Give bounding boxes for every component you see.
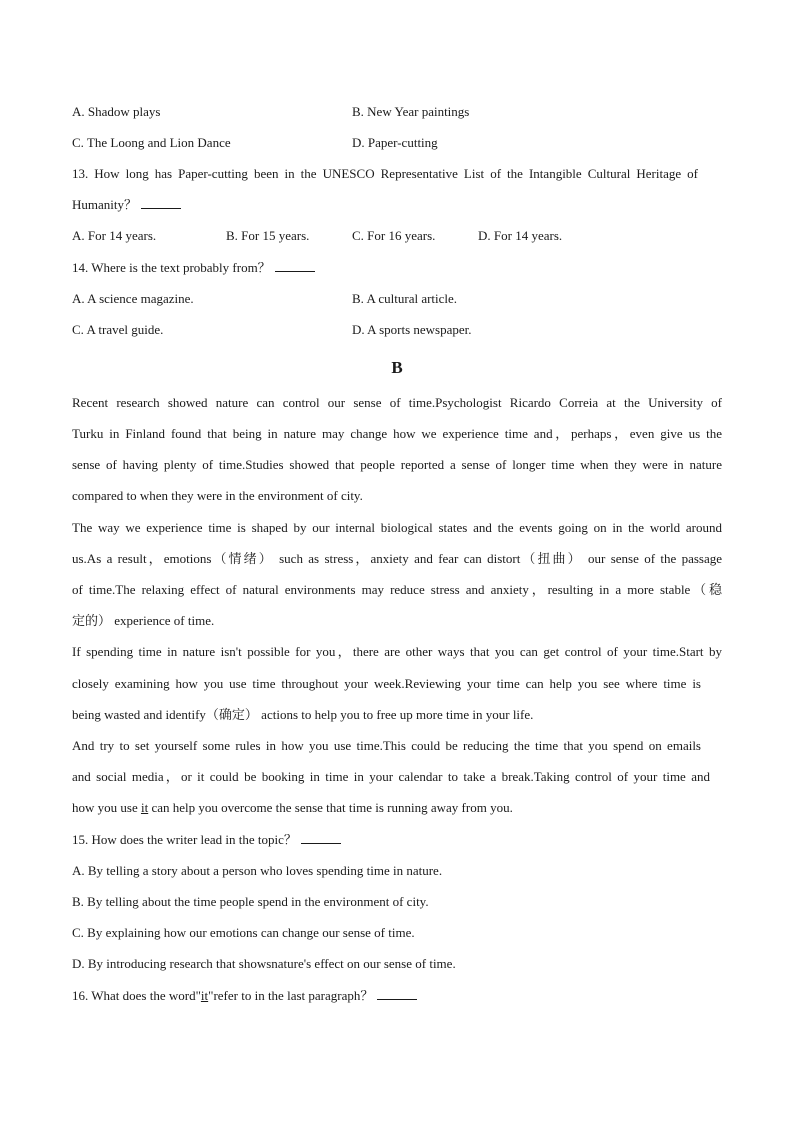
passage-p4-line3 <box>72 800 722 816</box>
q15-option-b: B. By telling about the time people spend in the environment of city. <box>72 894 429 909</box>
underlined-word-it: it <box>200 988 209 1003</box>
q13-stem-line1: 13. How long has Paper-cutting been in the UNESCO Representative List of the Intangible Cultural Heritage of <box>72 166 698 181</box>
q13-stem-line2 <box>72 197 722 213</box>
section-heading: B <box>391 358 403 377</box>
answer-blank <box>301 832 341 844</box>
q14-option-a: A. A science magazine. <box>72 291 194 306</box>
q14-option-b: B. A cultural article. <box>352 291 458 306</box>
passage-p3-line2: closely examining how you use time throughout your week.Reviewing your time can help you see where time is <box>72 676 701 691</box>
passage-p1-line4: compared to when they were in the environment of city. <box>72 488 363 503</box>
passage-p3-line1: If spending time in nature isn't possible for you，there are other ways that you can get control of your time.Start by <box>72 644 722 659</box>
q13-option-c: C. For 16 years. <box>352 228 436 243</box>
q15-stem <box>72 832 722 848</box>
q12-option-d: D. Paper-cutting <box>352 135 438 150</box>
passage-p1-line1: Recent research showed nature can control our sense of time.Psychologist Ricardo Correia at the University of <box>72 395 722 410</box>
passage-p1-line2: Turku in Finland found that being in nature may change how we experience time and，perhaps，even give us the <box>72 426 722 441</box>
passage-text: how you use <box>72 800 141 815</box>
passage-p2-line4: 定的） experience of time. <box>72 613 215 628</box>
q13-option-d: D. For 14 years. <box>478 228 563 243</box>
passage-p3-line3: being wasted and identify（确定） actions to help you to free up more time in your life. <box>72 707 534 722</box>
answer-blank <box>141 197 181 209</box>
q14-stem <box>72 260 722 276</box>
passage-p2-line3: of time.The relaxing effect of natural environments may reduce stress and anxiety，resulting in a more stable（稳 <box>72 582 722 597</box>
q15-option-c: C. By explaining how our emotions can change our sense of time. <box>72 925 415 940</box>
passage-p2-line2: us.As a result，emotions（情绪） such as stress，anxiety and fear can distort（扭曲） our sense of the passage <box>72 551 722 566</box>
passage-text: can help you overcome the sense that time is running away from you. <box>148 800 513 815</box>
q13-option-a: A. For 14 years. <box>72 228 157 243</box>
q14-option-c: C. A travel guide. <box>72 322 164 337</box>
underlined-word-it: it <box>140 800 149 815</box>
answer-blank <box>377 988 417 1000</box>
q15-option-d: D. By introducing research that showsnature's effect on our sense of time. <box>72 956 456 971</box>
q13-option-b: B. For 15 years. <box>226 228 310 243</box>
q16-stem <box>72 988 722 1004</box>
q13-stem-text: Humanity？ <box>72 197 137 212</box>
q15-stem-text: 15. How does the writer lead in the topic？ <box>72 832 297 847</box>
passage-p2-line1: The way we experience time is shaped by our internal biological states and the events going on in the world around <box>72 520 722 535</box>
q14-stem-text: 14. Where is the text probably from？ <box>72 260 271 275</box>
q16-stem-text: "refer to in the last paragraph？ <box>208 988 374 1003</box>
q12-option-c: C. The Loong and Lion Dance <box>72 135 231 150</box>
answer-blank <box>275 260 315 272</box>
q16-stem-text: 16. What does the word" <box>72 988 201 1003</box>
q14-option-d: D. A sports newspaper. <box>352 322 472 337</box>
q15-option-a: A. By telling a story about a person who loves spending time in nature. <box>72 863 443 878</box>
passage-p4-line1: And try to set yourself some rules in how you use time.This could be reducing the time that you spend on emails <box>72 738 701 753</box>
passage-p4-line2: and social media，or it could be booking in time in your calendar to take a break.Taking control of your time and <box>72 769 710 784</box>
q12-option-a: A. Shadow plays <box>72 104 161 119</box>
passage-p1-line3: sense of having plenty of time.Studies showed that people reported a sense of longer time when they were in nature <box>72 457 722 472</box>
q12-option-b: B. New Year paintings <box>352 104 470 119</box>
